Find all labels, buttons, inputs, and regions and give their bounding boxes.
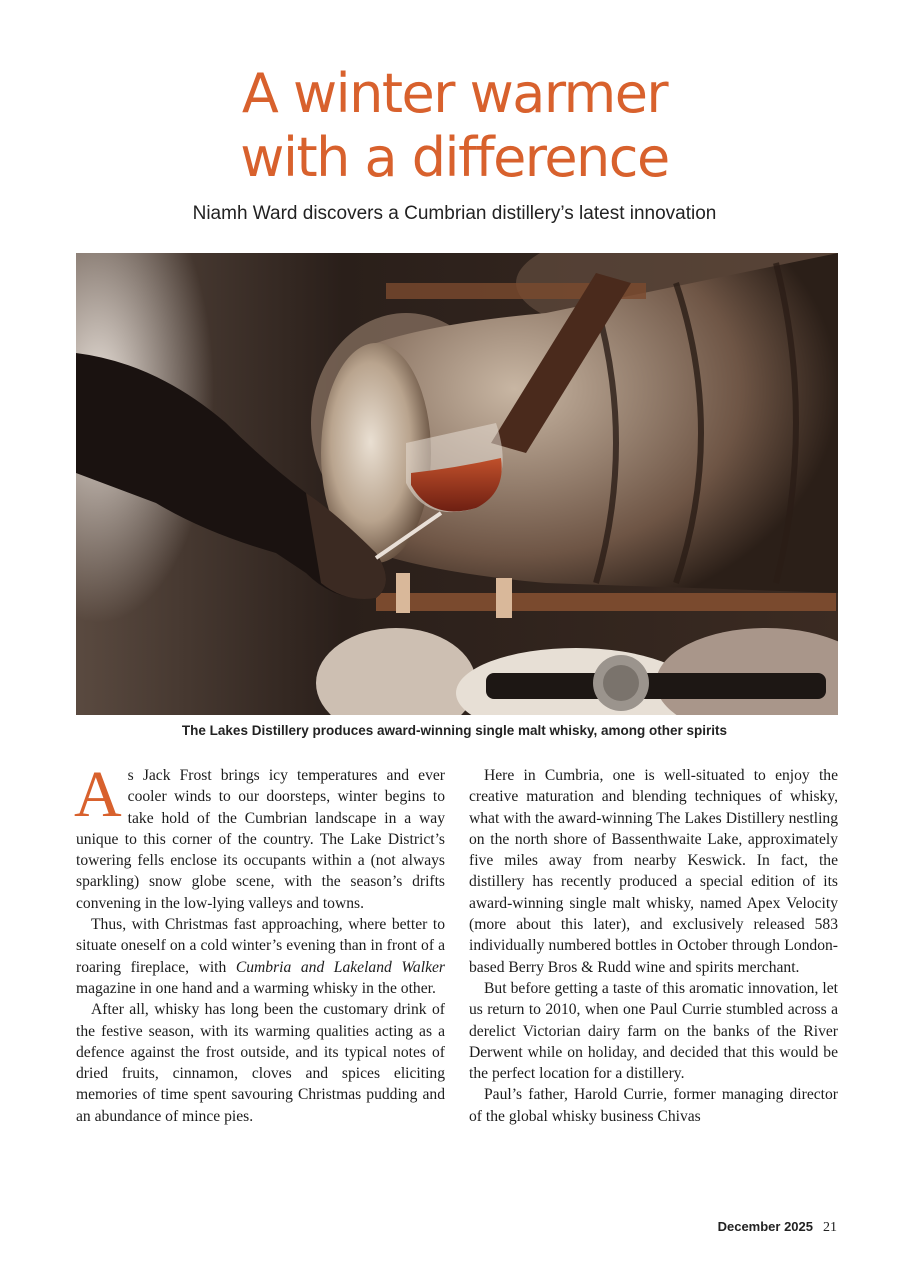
article-paragraph-text: magazine in one hand and a warming whisky in the other. <box>76 979 436 997</box>
drop-cap: A <box>74 758 122 831</box>
article-paragraph: Paul’s father, Harold Currie, former managing director of the global whisky business Chivas <box>469 1086 838 1125</box>
page-footer <box>718 1219 837 1236</box>
article-paragraph: After all, whisky has long been the customary drink of the festive season, with its warming qualities acting as a defence against the frost outside, and its typical notes of dried fruits, cinnamon, cloves and spices eliciting memories of time spent savouring Christmas pudding and an abundance of mince pies. <box>76 1001 445 1125</box>
magazine-title: Cumbria and Lakeland Walker <box>235 958 445 976</box>
article-paragraph-text: Thus, with Christmas fast approaching, where better to situate oneself on a cold winter’s evening than in front of a roaring fireplace, with <box>76 916 445 976</box>
issue-date: December 2025 <box>717 1219 813 1234</box>
article-paragraph: But before getting a taste of this aromatic innovation, let us return to 2010, when one Paul Currie stumbled across a derelict Victorian dairy farm on the banks of the River Derwent while on holiday, and decided that this would be the perfect location for a distillery. <box>469 979 838 1083</box>
article-paragraph <box>74 758 445 914</box>
article-column-right <box>469 765 838 1127</box>
article-paragraph: Here in Cumbria, one is well-situated to enjoy the creative maturation and blending techniques of whisky, what with the award-winning The Lakes Distillery nestling on the north shore of Bassenthwaite Lake, approximately five miles away from nearby Keswick. In fact, the distillery has recently produced a special edition of its award-winning single malt whisky, named Apex Velocity (more about this later), and exclusively released 583 individually numbered bottles in October through London-based Berry Bros & Rudd wine and spirits merchant. <box>469 767 838 976</box>
standfirst: Niamh Ward discovers a Cumbrian distillery’s latest innovation <box>192 203 717 224</box>
headline-line-1: A winter warmer <box>241 62 668 125</box>
article-paragraph-text: s Jack Frost brings icy temperatures and ever cooler winds to our doorsteps, winter begins to take hold of the Cumbrian landscape in a way unique to this corner of the country. The Lake District’s towering fells enclose its occupants within a (not always sparkling) snow globe scene, with the season’s drifts convening in the low-lying valleys and towns. <box>76 767 445 912</box>
article-paragraph <box>76 914 445 999</box>
headline <box>0 62 909 190</box>
photo-caption: The Lakes Distillery produces award-winning single malt whisky, among other spirits <box>181 723 728 738</box>
article-column-left <box>74 758 445 1127</box>
page-number: 21 <box>823 1220 837 1235</box>
headline-line-2: with a difference <box>240 126 669 189</box>
whisky-barrel-photo <box>76 253 838 715</box>
